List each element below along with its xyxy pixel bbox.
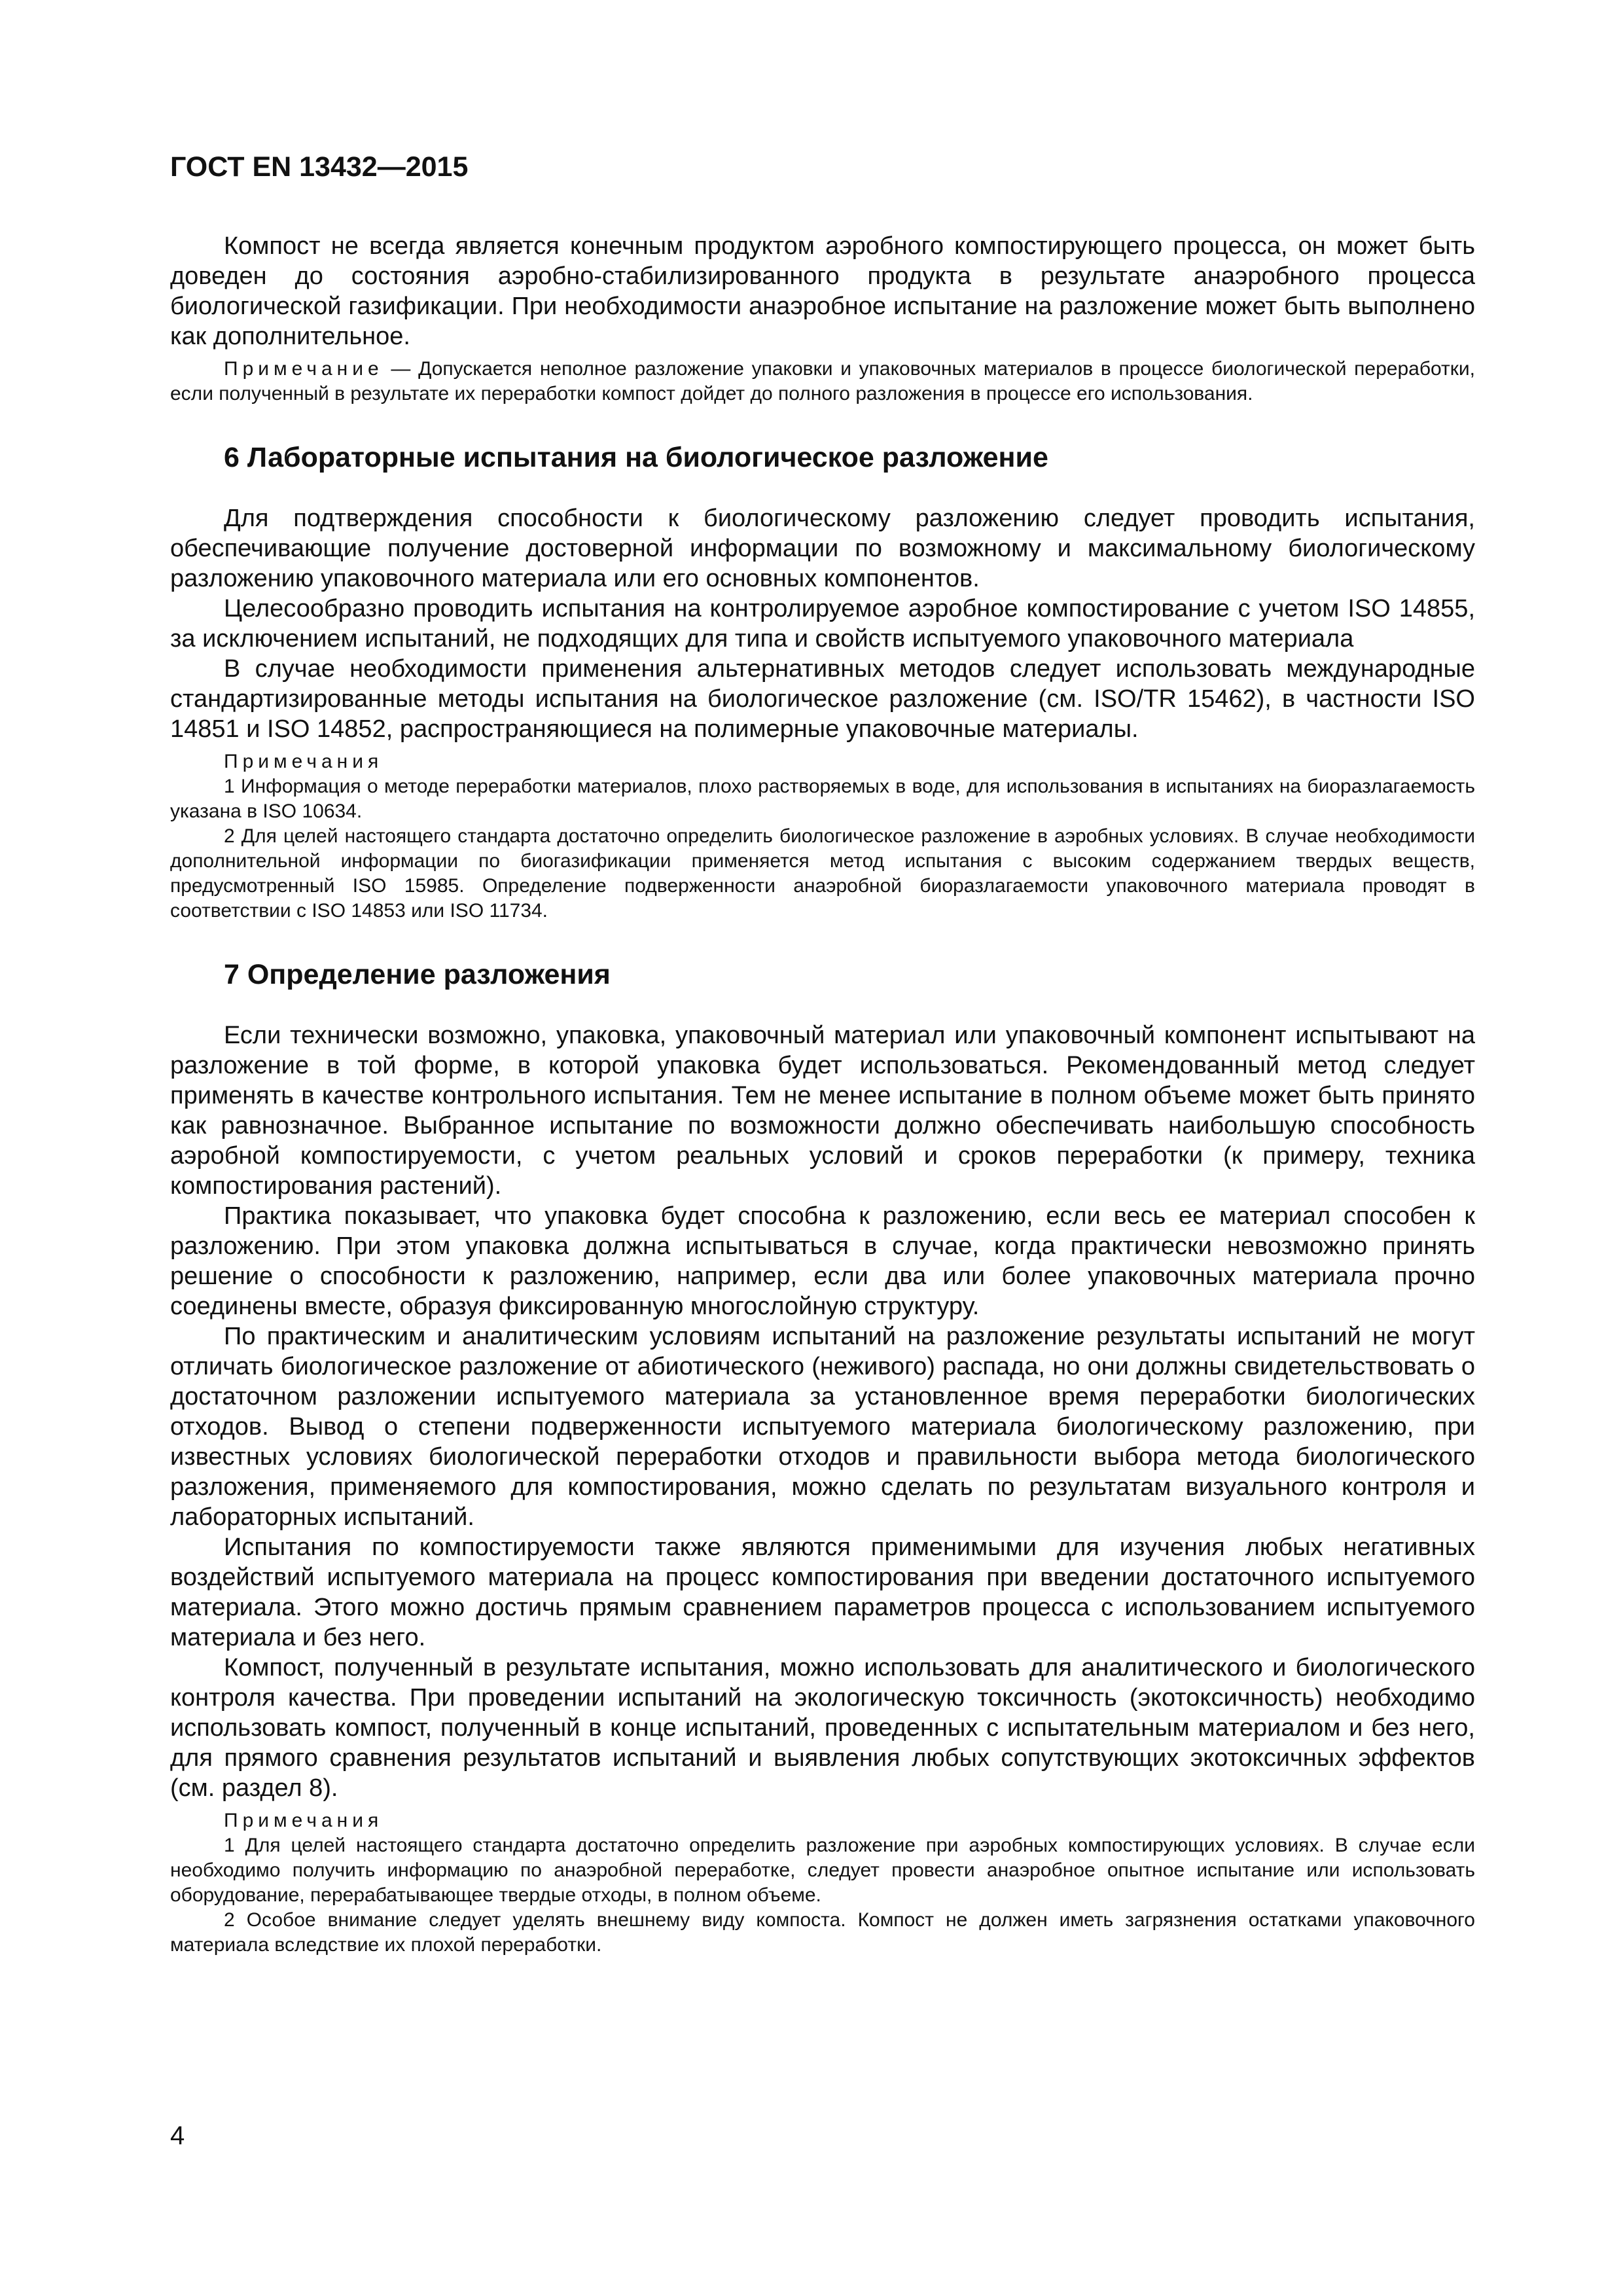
section-7-paragraph-1: Если технически возможно, упаковка, упаковочный материал или упаковочный компонент испытывают на разложение в той форме, в которой упаковка будет использоваться. Рекомендованный метод следует применять в качестве контрольного испытания. Тем не менее испытание в полном объеме может быть принято как равнозначное. Выбранное испытание по возможности должно обеспечивать наибольшую способность аэробной компостируемости, с учетом реальных условий и сроков переработки (к примеру, техника компостирования растений). [170, 1022, 1475, 1200]
section-6-paragraph-1: Для подтверждения способности к биологическому разложению следует проводить испытания, обеспечивающие получение достоверной информации по возможному и максимальному биологическому разложению упаковочного материала или его основных компонентов. [170, 505, 1475, 592]
document-code-header: ГОСТ EN 13432—2015 [170, 151, 469, 183]
section-6-note-1: 1 Информация о методе переработки материалов, плохо растворяемых в воде, для использования в испытаниях на биоразлагаемость указана в ISO 10634. [170, 776, 1475, 822]
intro-note-label: Примечание [224, 358, 383, 380]
section-7-notes-label: Примечания [224, 1810, 383, 1831]
section-7-paragraph-3: По практическим и аналитическим условиям испытаний на разложение результаты испытаний не могут отличать биологическое разложение от абиотического (неживого) распада, но они должны свидетельствовать о достаточном разложении испытуемого материала за установленное время переработки биологических отходов. Вывод о степени подверженности испытуемого материала биологическому разложению, при известных условиях биологической переработки отходов и правильности выбора метода биологического разложения, применяемого для компостирования, можно сделать по результатам визуального контроля и лабораторных испытаний. [170, 1323, 1475, 1531]
section-6-notes-label: Примечания [224, 751, 383, 772]
intro-paragraph: Компост не всегда является конечным продуктом аэробного компостирующего процесса, он может быть доведен до состояния аэробно-стабилизированного продукта в результате анаэробного процесса биологической газификации. При необходимости анаэробное испытание на разложение может быть выполнено как дополнительное. [170, 232, 1475, 350]
section-7-title: 7 Определение разложения [224, 959, 611, 990]
section-7-paragraph-2: Практика показывает, что упаковка будет способна к разложению, если весь ее материал способен к разложению. При этом упаковка должна испытываться в случае, когда практически невозможно принять решение о способности к разложению, например, если два или более упаковочных материала прочно соединены вместе, образуя фиксированную многослойную структуру. [170, 1202, 1475, 1320]
section-7-paragraph-4: Испытания по компостируемости также являются применимыми для изучения любых негативных воздействий испытуемого материала на процесс компостирования при введении достаточного испытуемого материала. Этого можно достичь прямым сравнением параметров процесса с использованием испытуемого материала и без него. [170, 1534, 1475, 1651]
intro-note-text: — Допускается неполное разложение упаковки и упаковочных материалов в процессе биологической переработки, если полученный в результате их переработки компост дойдет до полного разложения в процессе его использования. [170, 358, 1475, 404]
document-page [170, 147, 1475, 1958]
section-6-paragraph-2: Целесообразно проводить испытания на контролируемое аэробное компостирование с учетом ISO 14855, за исключением испытаний, не подходящих для типа и свойств испытуемого упаковочного материала [170, 595, 1475, 653]
section-7-paragraph-5: Компост, полученный в результате испытания, можно использовать для аналитического и биологического контроля качества. При проведении испытаний на экологическую токсичность (экотоксичность) необходимо использовать компост, полученный в конце испытаний, проведенных с испытательным материалом и без него, для прямого сравнения результатов испытаний и выявления любых сопутствующих экотоксичных эффектов (см. раздел 8). [170, 1654, 1475, 1802]
section-6-paragraph-3: В случае необходимости применения альтернативных методов следует использовать международные стандартизированные методы испытания на биологическое разложение (см. ISO/TR 15462), в частности ISO 14851 и ISO 14852, распространяющиеся на полимерные упаковочные материалы. [170, 655, 1475, 743]
intro-note [170, 357, 1475, 406]
section-6-title: 6 Лабораторные испытания на биологическое разложение [224, 442, 1048, 473]
section-7-note-1: 1 Для целей настоящего стандарта достаточно определить разложение при аэробных компостирующих условиях. В случае если необходимо получить информацию по анаэробной переработке, следует провести анаэробное опытное испытание или использовать оборудование, перерабатывающее твердые отходы, в полном объеме. [170, 1835, 1475, 1906]
section-6-note-2: 2 Для целей настоящего стандарта достаточно определить биологическое разложение в аэробных условиях. В случае необходимости дополнительной информации по биогазификации применяется метод испытания с высоким содержанием твердых веществ, предусмотренный ISO 15985. Определение подверженности анаэробной биоразлагаемости упаковочного материала проводят в соответствии с ISO 14853 или ISO 11734. [170, 825, 1475, 922]
page-number: 4 [170, 2121, 185, 2150]
section-7-note-2: 2 Особое внимание следует уделять внешнему виду компоста. Компост не должен иметь загрязнения остатками упаковочного материала вследствие их плохой переработки. [170, 1909, 1475, 1956]
